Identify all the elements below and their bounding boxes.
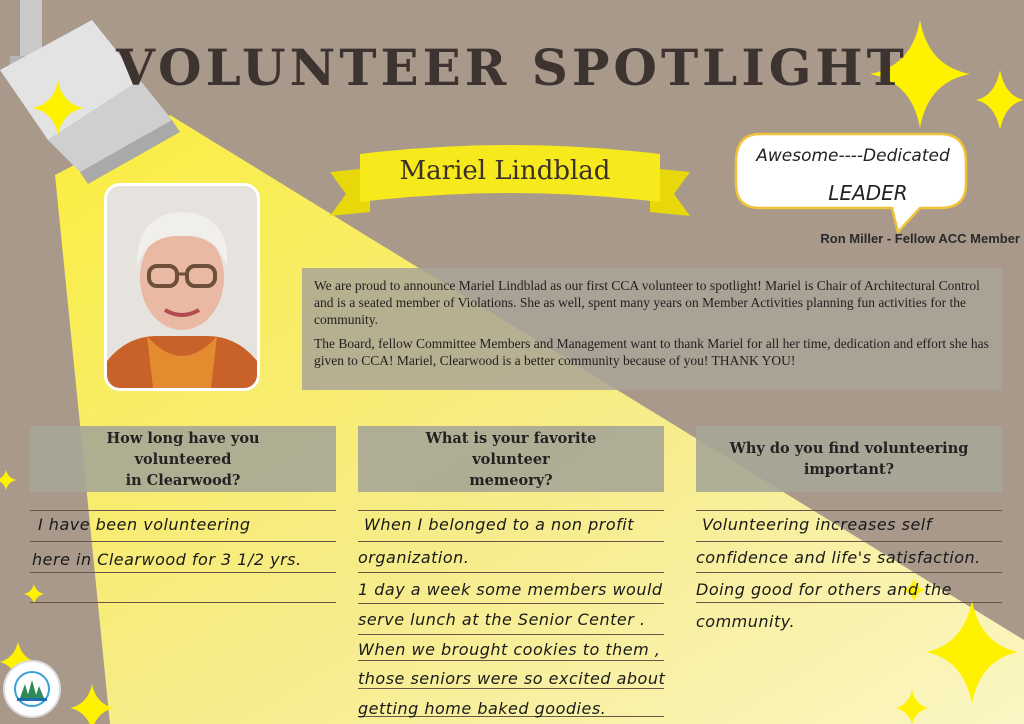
star-icon: [0, 470, 16, 490]
answer-2-line-1: When I belonged to a non profit: [364, 515, 635, 534]
portrait-image: [107, 186, 257, 388]
answer-2-line-3: 1 day a week some members would: [358, 580, 663, 599]
answer-2-line-2: organization.: [358, 548, 470, 567]
answer-2-line-5: When we brought cookies to them ,: [358, 640, 661, 659]
question-1-line-1: How long have you volunteered: [106, 429, 260, 468]
association-logo: [3, 660, 61, 718]
answer-2-line-6: those seniors were so excited about: [358, 669, 666, 688]
question-2-line-1: What is your favorite volunteer: [425, 429, 597, 468]
answer-1-line-1: I have been volunteering: [38, 515, 251, 534]
star-icon: [926, 600, 1018, 704]
intro-paragraph-2: The Board, fellow Committee Members and Management want to thank Mariel for all her time, dedication and effort she has given to CCA! Mariel, Clearwood is a better community because of you! THANK YOU!: [314, 336, 989, 368]
answer-2-line-7: getting home baked goodies.: [358, 699, 607, 718]
quote-line-1: Awesome----Dedicated: [756, 146, 950, 166]
answer-3-line-2: confidence and life's satisfaction.: [696, 548, 981, 567]
volunteer-photo: [104, 183, 260, 391]
answer-3-line-3: Doing good for others and the: [696, 580, 952, 599]
quote-line-2: LEADER: [828, 181, 908, 205]
question-box-3: [696, 426, 1002, 492]
star-icon: [70, 684, 114, 724]
answer-3-line-4: community.: [696, 612, 796, 631]
answer-2-line-4: serve lunch at the Senior Center .: [358, 610, 646, 629]
intro-paragraph-1: We are proud to announce Mariel Lindblad as our first CCA volunteer to spotlight! Mariel is Chair of Architectural Control and is a seated member of Violations. She as well, spent many years on Member Activities planning fun activities for the community.: [314, 278, 980, 327]
intro-text-box: [302, 268, 1002, 390]
question-1-line-2: in Clearwood?: [125, 471, 241, 489]
question-3-line-1: Why do you find volunteering: [729, 440, 969, 457]
question-2-line-2: memeory?: [469, 471, 553, 489]
question-box-1: [30, 426, 336, 492]
page-title: VOLUNTEER SPOTLIGHT: [116, 38, 908, 97]
star-icon: [896, 690, 928, 724]
answer-3-line-1: Volunteering increases self: [702, 515, 932, 534]
question-box-2: [358, 426, 664, 492]
answer-1-line-2: here in Clearwood for 3 1/2 yrs.: [32, 550, 302, 569]
volunteer-name: Mariel Lindblad: [399, 156, 611, 186]
tree-logo-icon: [5, 662, 59, 716]
quote-attribution: Ron Miller - Fellow ACC Member: [820, 231, 1020, 246]
question-3-line-2: important?: [803, 461, 895, 478]
